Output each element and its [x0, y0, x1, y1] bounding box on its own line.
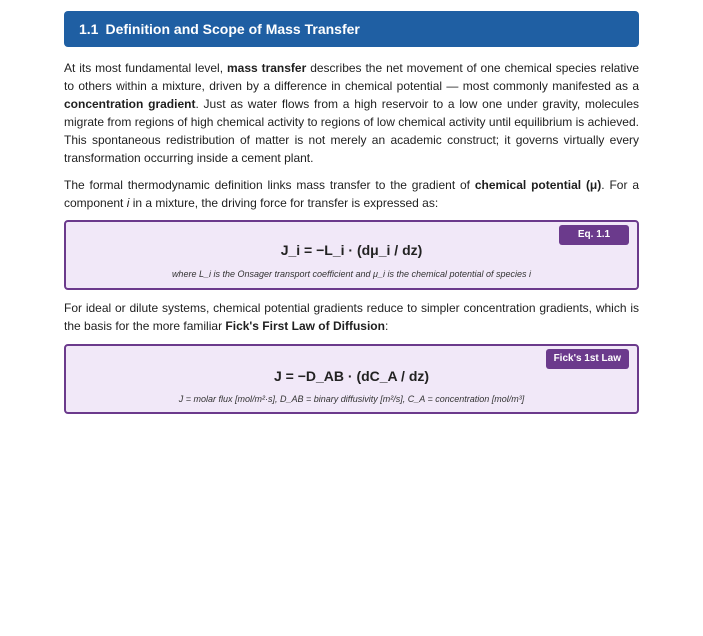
term-mass-transfer: mass transfer: [226, 61, 307, 75]
equation-box-onsager: [64, 220, 639, 290]
text-run: in a mixture, the driving force for transfer is expressed as:: [129, 196, 439, 210]
equation-badge: Eq. 1.1: [559, 225, 629, 245]
equation-formula: J_i = −L_i · (dμ_i / dz): [280, 242, 423, 258]
text-run: . Just as water flows from a high reservoir to a low one under gravity, molecules migrate from regions of high chemical activity to regions of low chemical activity until equilibrium is achieved. This spontaneous redistribution of matter is not merely an academic construct; it governs virtually every transformation occurring inside a cement plant.: [64, 97, 639, 165]
paragraph-definition: [64, 176, 639, 212]
document-page: [64, 11, 639, 414]
term-ficks-first-law: Fick's First Law of Diffusion: [225, 319, 385, 333]
text-run: describes the net movement of one chemical species relative to others within a mixture, driven by a difference in chemical potential — most commonly manifested as a: [64, 61, 640, 93]
paragraph-fick-intro: [64, 299, 639, 335]
paragraph-intro: [64, 59, 639, 167]
term-concentration-gradient: concentration gradient: [64, 97, 196, 111]
section-number: 1.1: [79, 21, 99, 37]
equation-caption: J = molar flux [mol/m²·s], D_AB = binary diffusivity [m²/s], C_A = concentration [mol/m³]: [178, 394, 525, 404]
term-chemical-potential: chemical potential (μ): [474, 178, 602, 192]
text-run: The formal thermodynamic definition links mass transfer to the gradient of: [64, 178, 475, 192]
text-run: At its most fundamental level,: [64, 61, 227, 75]
section-header: [64, 11, 639, 47]
text-run: . For a component: [64, 178, 639, 210]
variable-i: i: [126, 196, 130, 210]
text-run: For ideal or dilute systems, chemical potential gradients reduce to simpler concentration gradients, which is the basis for the more familiar: [64, 301, 639, 333]
text-run: :: [384, 319, 389, 333]
equation-caption: where L_i is the Onsager transport coefficient and μ_i is the chemical potential of species i: [171, 269, 532, 279]
equation-box-fick: [64, 344, 639, 414]
equation-formula: J = −D_AB · (dC_A / dz): [273, 368, 430, 384]
equation-badge: Fick's 1st Law: [546, 349, 629, 369]
section-title: Definition and Scope of Mass Transfer: [105, 21, 360, 37]
